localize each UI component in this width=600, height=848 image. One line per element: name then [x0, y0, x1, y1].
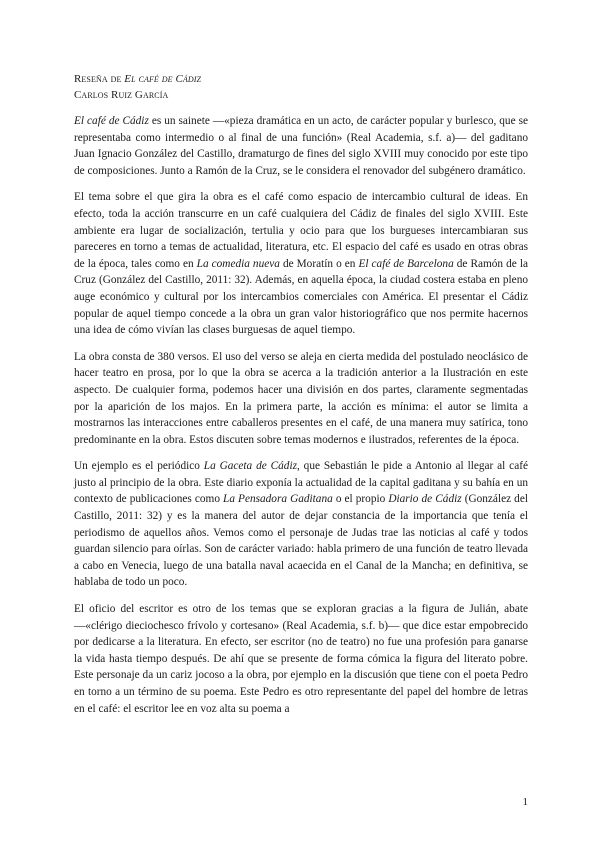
work-title: El café de Cádiz [74, 115, 149, 127]
author-name: Carlos Ruiz García [74, 89, 169, 101]
review-title-prefix: Reseña de [74, 73, 122, 85]
paragraph-text: La obra consta de 380 versos. El uso del verso se aleja en cierta medida del postulado neoclásico de hacer teatro en prosa, por lo que la obra se acerca a la tradición anterior a la Ilustración en este aspecto. De cualquier forma, podemos hacer una división en dos partes, claramente segmentadas por la aparición de los majos. En la primera parte, la acción es mínima: el autor se limita a mostrarnos las interacciones entre caballeros presentes en el café, de una manera muy satírica, tono predominante en la obra. Estos discuten sobre temas modernos e ilustrados, referentes de la época. [74, 350, 528, 446]
paragraph-text: El tema sobre el que gira la obra es el café como espacio de intercambio cultural de ideas. En efecto, toda la acción transcurre en un café cualquiera del Cádiz de finales del siglo XVIII. Este ambiente era lugar de socialización, tertulia y ocio para que los burgueses intercambiaran sus pareceres en torno a temas de actualidad, literatura, etc. El espacio del café es usado en otras obras de la época, tales como en [74, 191, 528, 270]
paragraph-text: o el propio [332, 493, 389, 506]
work-title: Diario de Cádiz [388, 493, 462, 506]
page-number: 1 [522, 796, 528, 808]
paragraph-text: de Ramón de la Cruz (González del Castillo, 2011: 32). Además, en aquella época, la ciudad costera estaba en pleno auge económico y cultural por los intercambios comerciales con América. El presentar el Cádiz popular de aquel tiempo concede a la obra un gran valor historiográfico que nos permite hacernos una idea de cómo vivían las clases burguesas de aquel tiempo. [74, 257, 528, 337]
work-title: La comedia nueva [196, 257, 280, 270]
work-title: La Gaceta de Cádiz [203, 460, 297, 473]
paragraph-3 [74, 349, 528, 449]
paragraph-text: El oficio del escritor es otro de los temas que se exploran gracias a la figura de Julián, abate —«clérigo dieciochesco frívolo y cortesano» (Real Academia, s.f. b)— que dice estar empobrecido por dedicarse a la literatura. En efecto, ser escritor (no de teatro) no fue una profesión para ganarse la vida hasta tiempo después. De ahí que se presente de forma cómica la figura del literato pobre. Este personaje da un cariz jocoso a la obra, por ejemplo en la discusión que tiene con el poeta Pedro en torno a un término de su poema. Este Pedro es otro representante del papel del hombre de letras en el café: el escritor lee en voz alta su poema a [74, 603, 528, 715]
work-title: La Pensadora Gaditana [223, 493, 333, 506]
work-title: El café de Barcelona [358, 257, 454, 270]
paragraph-2 [74, 189, 528, 338]
paragraph-text: Un ejemplo es el periódico [74, 460, 204, 473]
paragraph-1 [74, 113, 528, 179]
paragraph-text: es un sainete —«pieza dramática en un acto, de carácter popular y burlesco, que se representaba como intermedio o al final de una función» (Real Academia, s.f. a)— del gaditano Juan Ignacio González del Castillo, dramaturgo de fines del siglo XVIII muy conocido por este tipo de composiciones. Junto a Ramón de la Cruz, se le considera el renovador del subgénero dramático. [74, 115, 528, 177]
review-title [74, 71, 528, 87]
paragraph-text: de Moratín o en [279, 257, 359, 270]
review-title-work: El café de Cádiz [124, 73, 202, 85]
paragraph-4 [74, 458, 528, 591]
paragraph-text: (González del Castillo, 2011: 32) y es la manera del autor de dejar constancia de la importancia que tenía el periodismo de aquellos años. Vemos como el personaje de Judas trae las noticias al café y todos guardan silencio para oírlas. Son de carácter variado: habla primero de una función de teatro llevada a cabo en Venecia, luego de una batalla naval acaecida en el Canal de la Mancha; en definitiva, se hablaba de todo un poco. [74, 493, 528, 589]
document-header [74, 71, 528, 103]
paragraph-5 [74, 601, 528, 717]
paragraph-text: , que Sebastián le pide a Antonio al llegar al café justo al principio de la obra. Este diario exponía la actualidad de la capital gaditana y su bahía en un contexto de publicaciones como [74, 460, 528, 506]
